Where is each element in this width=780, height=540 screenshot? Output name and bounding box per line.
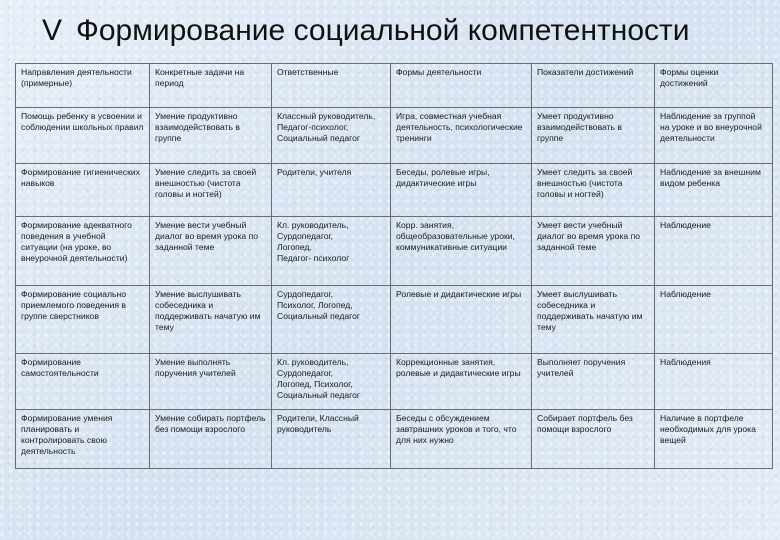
- table-cell: Игра, совместная учебная деятельность, психологические тренинги: [391, 108, 532, 164]
- table-cell: Формирование адекватного поведения в учебной ситуации (на уроке, во внеурочной деятельности): [16, 217, 150, 286]
- table-cell: Умеет продуктивно взаимодействовать в группе: [532, 108, 655, 164]
- table-cell: Выполняет поручения учителей: [532, 354, 655, 410]
- table-cell: Формирование умения планировать и контролировать свою деятельность: [16, 410, 150, 469]
- table-cell: Умение выполнять поручения учителей: [150, 354, 272, 410]
- table-cell: Родители, Классный руководитель: [272, 410, 391, 469]
- table-cell: Коррекционные занятия, ролевые и дидактические игры: [391, 354, 532, 410]
- table-cell: Корр. занятия, общеобразовательные уроки, коммуникативные ситуации: [391, 217, 532, 286]
- table-cell: Формирование гигиенических навыков: [16, 164, 150, 217]
- title-text: Формирование социальной компетентности: [76, 14, 690, 47]
- table-cell: Наблюдения: [655, 354, 773, 410]
- table-row: [16, 286, 773, 354]
- column-header: Ответственные: [272, 64, 391, 108]
- table-row: [16, 217, 773, 286]
- table-cell: Кл. руководитель, Сурдопедагог, Логопед, Педагог- психолог: [272, 217, 391, 286]
- table-cell: Наблюдение за внешним видом ребенка: [655, 164, 773, 217]
- table-cell: Кл. руководитель, Сурдопедагог, Логопед, Психолог, Социальный педагог: [272, 354, 391, 410]
- table-cell: Умение следить за своей внешностью (чистота головы и ногтей): [150, 164, 272, 217]
- table-cell: Собирает портфель без помощи взрослого: [532, 410, 655, 469]
- table-cell: Ролевые и дидактические игры: [391, 286, 532, 354]
- column-header: Направления деятельности (примерные): [16, 64, 150, 108]
- table-cell: Наблюдение за группой на уроке и во внеурочной деятельности: [655, 108, 773, 164]
- column-header: Формы оценки достижений: [655, 64, 773, 108]
- table-row: [16, 410, 773, 469]
- table-cell: Помощь ребенку в усвоении и соблюдении школьных правил: [16, 108, 150, 164]
- competence-table: [15, 63, 773, 469]
- table-cell: Умеет следить за своей внешностью (чистота головы и ногтей): [532, 164, 655, 217]
- table-cell: Умеет выслушивать собеседника и поддерживать начатую им тему: [532, 286, 655, 354]
- table-row: [16, 164, 773, 217]
- column-header: Конкретные задачи на период: [150, 64, 272, 108]
- table-cell: Умение собирать портфель без помощи взрослого: [150, 410, 272, 469]
- table-row: [16, 354, 773, 410]
- column-header: Формы деятельности: [391, 64, 532, 108]
- section-number: V: [42, 14, 63, 47]
- table-cell: Формирование социально приемлемого поведения в группе сверстников: [16, 286, 150, 354]
- table-cell: Умеет вести учебный диалог во время урока по заданной теме: [532, 217, 655, 286]
- table-cell: Умение выслушивать собеседника и поддерживать начатую им тему: [150, 286, 272, 354]
- table-cell: Наблюдение: [655, 286, 773, 354]
- table-cell: Беседы с обсуждением завтрашних уроков и того, что для них нужно: [391, 410, 532, 469]
- table-cell: Родители, учителя: [272, 164, 391, 217]
- table-cell: Сурдопедагог, Психолог, Логопед, Социальный педагог: [272, 286, 391, 354]
- column-header: Показатели достижений: [532, 64, 655, 108]
- table-cell: Наблюдение: [655, 217, 773, 286]
- table-cell: Формирование самостоятельности: [16, 354, 150, 410]
- table-cell: Наличие в портфеле необходимых для урока вещей: [655, 410, 773, 469]
- table-cell: Беседы, ролевые игры, дидактические игры: [391, 164, 532, 217]
- table-header-row: [16, 64, 773, 108]
- slide-title: [42, 11, 690, 51]
- table-cell: Умение продуктивно взаимодействовать в группе: [150, 108, 272, 164]
- table-cell: Умение вести учебный диалог во время урока по заданной теме: [150, 217, 272, 286]
- table-cell: Классный руководитель, Педагог-психолог, Социальный педагог: [272, 108, 391, 164]
- table-row: [16, 108, 773, 164]
